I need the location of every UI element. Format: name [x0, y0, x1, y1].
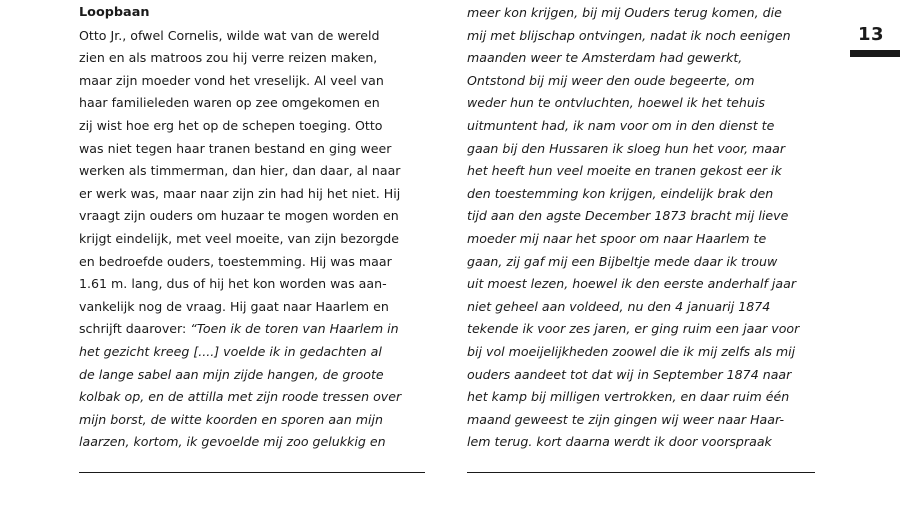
quote-line: maanden weer te Amsterdam had gewerkt,	[467, 50, 743, 66]
quote-line: meer kon krijgen, bij mij Ouders terug komen, die	[467, 5, 782, 20]
quote-line: gaan, zij gaf mij een Bijbeltje mede daar ik trouw	[467, 253, 778, 269]
quote-line: Ontstond bij mij weer den oude begeerte, om	[467, 72, 755, 88]
left-column	[79, 2, 425, 454]
body-line-mixed	[79, 318, 425, 341]
body-line: krijgt eindelijk, met veel moeite, van zijn bezorgde	[79, 230, 399, 246]
body-line: werken als timmerman, dan hier, dan daar, al naar	[79, 163, 401, 179]
body-line: vankelijk nog de vraag. Hij gaat naar Haarlem en	[79, 298, 389, 314]
quote-line: mij met blijschap ontvingen, nadat ik noch eenigen	[467, 27, 791, 43]
quote-line: tijd aan den agste December 1873 bracht mij lieve	[467, 208, 789, 224]
body-line: zien en als matroos zou hij verre reizen maken,	[79, 50, 378, 66]
quote-line: mijn borst, de witte koorden en sporen aan mijn	[79, 411, 383, 427]
quote-line: laarzen, kortom, ik gevoelde mij zoo gelukkig en	[79, 434, 386, 450]
body-line: haar familieleden waren op zee omgekomen en	[79, 95, 380, 111]
quote-line: moeder mij naar het spoor om naar Haarlem te	[467, 230, 767, 246]
footer-rule-left	[79, 472, 425, 473]
quote-line: tekende ik voor zes jaren, er ging ruim een jaar voor	[467, 321, 800, 337]
quote-start: “Toen ik de toren van Haarlem in	[190, 321, 399, 337]
quote-line: gaan bij den Hussaren ik sloeg hun het voor, maar	[467, 140, 786, 156]
quote-line: lem terug. kort daarna werdt ik door voorspraak	[467, 434, 772, 450]
body-line: was niet tegen haar tranen bestand en ging weer	[79, 140, 392, 156]
quote-line: uit moest lezen, hoewel ik den eerste anderhalf jaar	[467, 276, 797, 292]
body-line: maar zijn moeder vond het vreselijk. Al veel van	[79, 72, 384, 88]
quote-line: maand geweest te zijn gingen wij weer naar Haar-	[467, 411, 785, 427]
body-line-prefix: schrijft daarover:	[79, 321, 191, 337]
body-line: vraagt zijn ouders om huzaar te mogen worden en	[79, 208, 399, 224]
quote-line: bij vol moeijelijkheden zoowel die ik mij zelfs als mij	[467, 343, 796, 359]
body-line: 1.61 m. lang, dus of hij het kon worden was aan-	[79, 276, 387, 292]
page-number: 13	[858, 24, 885, 45]
quote-line: uitmuntent had, ik nam voor om in den dienst te	[467, 117, 775, 133]
body-line: Otto Jr., ofwel Cornelis, wilde wat van de wereld	[79, 27, 380, 43]
quote-line: het kamp bij milligen vertrokken, en daar ruim één	[467, 389, 790, 405]
quote-line: het heeft hun veel moeite en tranen gekost eer ik	[467, 163, 782, 179]
quote-line: de lange sabel aan mijn zijde hangen, de groote	[79, 366, 384, 382]
page-number-bar	[850, 50, 900, 57]
quote-line: ouders aandeet tot dat wij in September 1874 naar	[467, 366, 792, 382]
quote-line: het gezicht kreeg [....] voelde ik in gedachten al	[79, 343, 382, 359]
body-line: er werk was, maar naar zijn zin had hij het niet. Hij	[79, 185, 401, 201]
quote-line: kolbak op, en de attilla met zijn roode tressen over	[79, 389, 402, 405]
right-column	[467, 2, 815, 454]
section-title: Loopbaan	[79, 5, 150, 20]
quote-line: niet geheel aan voldeed, nu den 4 januarij 1874	[467, 298, 771, 314]
body-line: zij wist hoe erg het op de schepen toeging. Otto	[79, 117, 383, 133]
footer-rule-right	[467, 472, 815, 473]
quote-line: weder hun te ontvluchten, hoewel ik het tehuis	[467, 95, 765, 111]
body-line: en bedroefde ouders, toestemming. Hij was maar	[79, 253, 392, 269]
quote-line: den toestemming kon krijgen, eindelijk brak den	[467, 185, 774, 201]
